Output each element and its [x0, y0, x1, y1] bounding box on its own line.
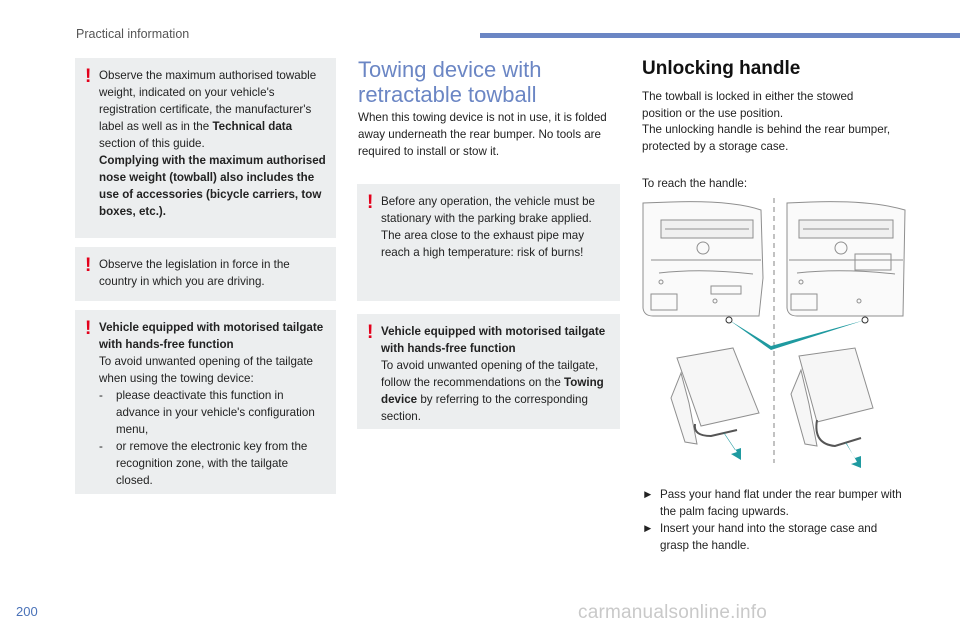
unlock-para-3: To reach the handle:: [642, 177, 748, 190]
warning-icon: !: [85, 318, 92, 339]
page-number: 200: [16, 604, 38, 619]
warning-icon: !: [85, 255, 92, 276]
warning-icon: !: [85, 66, 92, 87]
notice-text: Observe the maximum authorised towable weight, indicated on your vehicle's registration certificate, the manufacturer's label as well as in the Technical data section of this guide.: [99, 69, 317, 150]
unlock-para-2: The unlocking handle is behind the rear bumper, protected by a storage case.: [642, 123, 891, 153]
arrow-bullet-icon: ►: [642, 488, 654, 501]
notice-text: Before any operation, the vehicle must be stationary with the parking brake applied. The area close to the exhaust pipe may reach a high temperature: risk of burns!: [381, 195, 595, 259]
notice-title: Vehicle equipped with motorised tailgate with hands-free function: [381, 325, 606, 355]
warning-icon: !: [367, 322, 374, 343]
notice-towable-weight: [75, 58, 336, 238]
header-title: Practical information: [76, 27, 190, 41]
section-title-towing-device: Towing device with retractable towball: [358, 57, 542, 107]
notice-bold-text: Complying with the maximum authorised nose weight (towball) also includes the use of accessories (bicycle carriers, tow boxes, etc.).: [99, 154, 326, 218]
notice-text: Observe the legislation in force in the country in which you are driving.: [99, 258, 290, 288]
towball-handle-illustration: [641, 198, 907, 468]
unlock-steps: [642, 486, 902, 554]
watermark: carmanualsonline.info: [578, 602, 768, 623]
notice-intro: To avoid unwanted opening of the tailgate when using the towing device:: [99, 355, 314, 385]
towing-intro: When this towing device is not in use, it is folded away underneath the rear bumper. No tools are required to install or stow it.: [358, 111, 607, 158]
list-item: - please deactivate this function in advance in your vehicle's configuration menu,: [99, 389, 315, 436]
notice-title: Vehicle equipped with motorised tailgate with hands-free function: [99, 321, 324, 351]
list-item: ► Insert your hand into the storage case and grasp the handle.: [642, 522, 878, 552]
notice-hands-free-tailgate-2: [357, 314, 620, 429]
notice-hands-free-tailgate: [75, 310, 336, 494]
section-title-unlocking-handle: Unlocking handle: [642, 58, 801, 79]
arrow-bullet-icon: ►: [642, 522, 654, 535]
unlock-para-1: The towball is locked in either the stowed position or the use position.: [642, 90, 854, 120]
warning-icon: !: [367, 192, 374, 213]
header-bar: [480, 33, 960, 38]
list-item: ► Pass your hand flat under the rear bumper with the palm facing upwards.: [642, 488, 902, 518]
notice-legislation: [75, 247, 336, 301]
list-item: - or remove the electronic key from the recognition zone, with the tailgate closed.: [99, 440, 308, 487]
notice-burn-risk: [357, 184, 620, 301]
notice-text: To avoid unwanted opening of the tailgate, follow the recommendations on the Towing device by referring to the corresponding section.: [381, 359, 604, 423]
